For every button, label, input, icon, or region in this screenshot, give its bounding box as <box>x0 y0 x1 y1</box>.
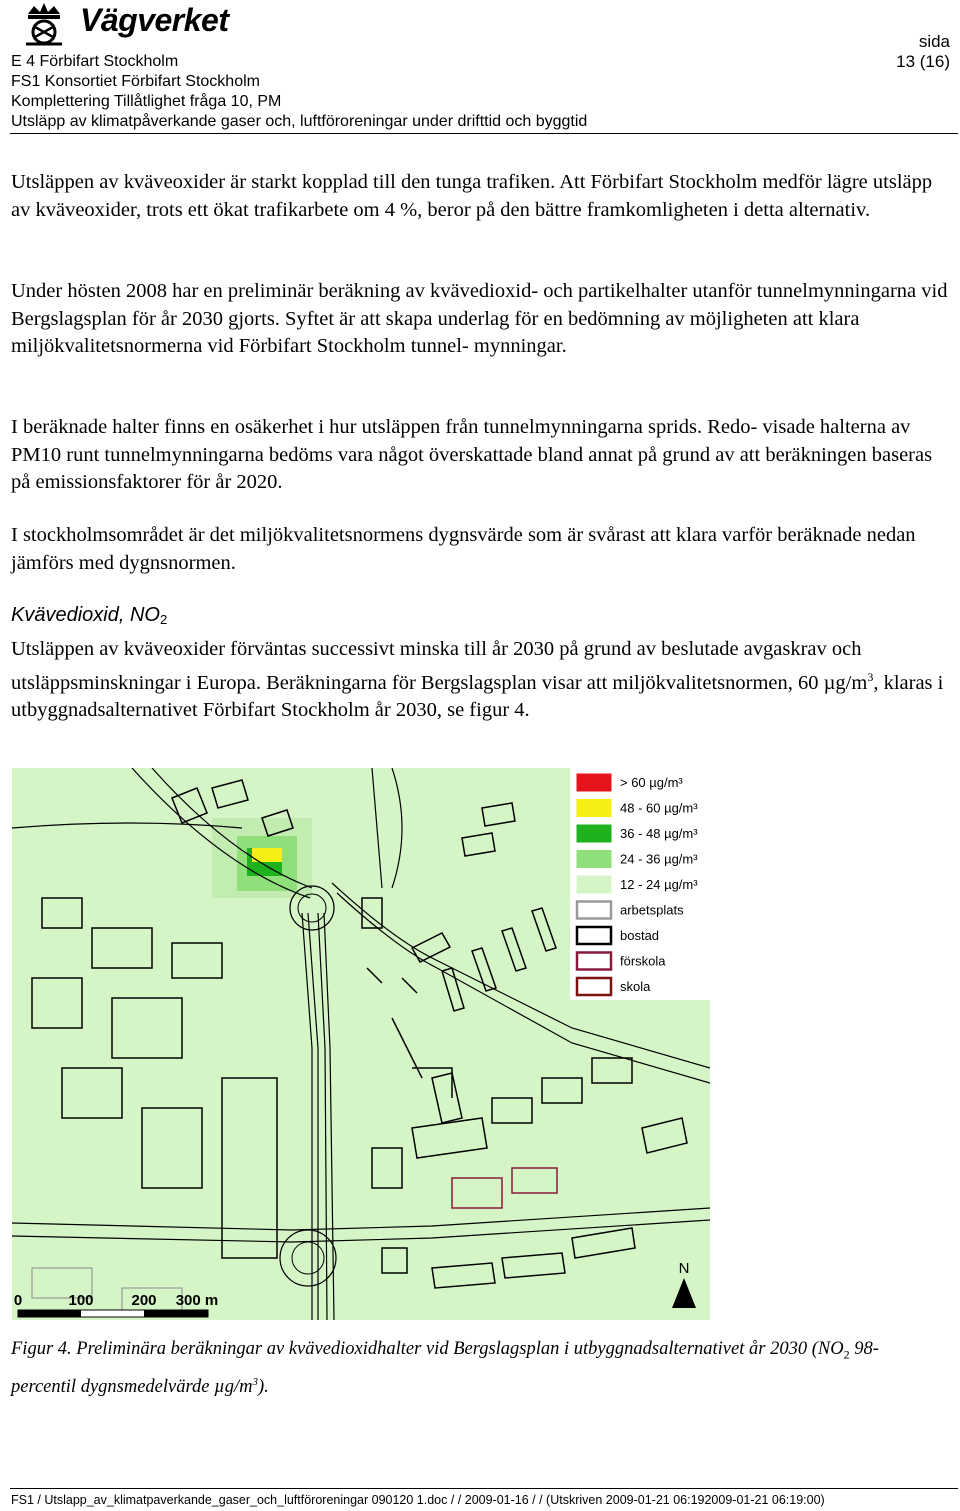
paragraph-1 <box>11 169 951 224</box>
legend-label: 24 - 36 µg/m³ <box>620 851 698 867</box>
legend-swatch <box>577 774 611 791</box>
scale-label-0: 0 <box>13 1292 23 1309</box>
concentration-hotspot <box>212 818 312 898</box>
paragraph-5 <box>11 636 951 724</box>
scale-label-300: 300 m <box>175 1292 219 1309</box>
legend-label: > 60 µg/m³ <box>620 775 683 790</box>
scale-label-100: 100 <box>68 1292 94 1309</box>
legend-label: förskola <box>620 953 666 969</box>
legend-swatch <box>577 825 611 842</box>
footer-divider <box>10 1488 958 1489</box>
header-line-subject: Utsläpp av klimatpåverkande gaser och, luftföroreningar under drifttid och byggtid <box>11 113 588 130</box>
section-heading <box>11 604 167 627</box>
figure-caption <box>11 1336 941 1401</box>
page-header <box>0 0 960 136</box>
paragraph-text: Under hösten 2008 har en preliminär beräkning av kvävedioxid- och partikelhalter utanför tunnelmynningarna vid Bergslagsplan för år 2030 gjorts. Syftet är att skapa underlag för en bedömning av möjligheten att klara miljökvalitetsnormerna vid Förbifart Stockholm tunnel- mynningar. <box>11 280 948 357</box>
legend-label: bostad <box>620 928 660 943</box>
heading-text: Kvävedioxid, NO <box>11 604 160 626</box>
paragraph-text: Utsläppen av kväveoxider är starkt kopplad till den tunga trafiken. Att Förbifart Stockholm medför lägre utsläpp av kväveoxider, trots ett ökat trafikarbete om 4 %, beror på den bättre framkomligheten i detta alternativ. <box>11 171 933 221</box>
legend-label: 36 - 48 µg/m³ <box>620 826 698 841</box>
page-number: 13 (16) <box>896 52 950 71</box>
paragraph-text: I stockholmsområdet är det miljökvalitetsnormens dygnsvärde som är svårast att klara varför beräknade nedan jämförs med dygnsnormen. <box>11 524 916 574</box>
sida-label: sida <box>918 32 950 51</box>
paragraph-2 <box>11 278 951 361</box>
logo-text: Vägverket <box>80 2 229 38</box>
caption-subscript: 2 <box>843 1347 850 1362</box>
header-line-consortium: FS1 Konsortiet Förbifart Stockholm <box>11 73 260 90</box>
header-line-project: E 4 Förbifart Stockholm <box>11 53 179 70</box>
caption-text-cont: 98-percentil dygnsmedelvärde µg/m <box>11 1339 879 1397</box>
vagverket-logo <box>14 0 244 50</box>
scale-label-200: 200 <box>131 1292 157 1309</box>
legend-swatch <box>577 953 611 970</box>
legend-swatch <box>577 851 611 868</box>
legend-swatch <box>577 800 611 817</box>
paragraph-text: I beräknade halter finns en osäkerhet i hur utsläppen från tunnelmynningarna sprids. Redo- visade halterna av PM10 runt tunnelmynningarna bedöms vara något överskattade bland annat på grund av att beräkningen baseras på emissionsfaktorer för år 2020. <box>11 416 933 493</box>
map-legend <box>570 768 710 1000</box>
paragraph-text: Utsläppen av kväveoxider förväntas successivt minska till år 2030 på grund av beslutade avgaskrav och utsläppsminskningar i Europa. Beräkningarna för Bergslagsplan visar att miljökvalitetsnormen, 60 µg/m <box>11 638 868 694</box>
paragraph-3 <box>11 414 951 497</box>
caption-superscript: 3 <box>252 1375 258 1388</box>
paragraph-text-cont: , klaras i utbyggnadsalternativet Förbifart Stockholm år 2030, se figur 4. <box>11 671 944 721</box>
legend-swatch <box>577 902 611 919</box>
legend-label: 48 - 60 µg/m³ <box>620 800 698 816</box>
legend-label: skola <box>620 979 651 994</box>
legend-label: arbetsplats <box>620 902 684 918</box>
paragraph-4 <box>11 522 951 577</box>
crown-emblem-icon <box>14 0 74 50</box>
page-footer: FS1 / Utslapp_av_klimatpaverkande_gaser_och_luftföroreningar 090120 1.doc / / 2009-01-16 / / (Utskriven 2009-01-21 06:192009-01-21 06:19:00) <box>11 1493 825 1507</box>
superscript: 3 <box>867 669 874 684</box>
caption-text-end: ). <box>258 1376 269 1397</box>
legend-label: 12 - 24 µg/m³ <box>620 877 698 892</box>
no2-concentration-map <box>12 768 710 1320</box>
legend-swatch <box>577 876 611 893</box>
legend-swatch <box>577 978 611 995</box>
heading-subscript: 2 <box>159 612 168 627</box>
header-line-document: Komplettering Tillåtlighet fråga 10, PM <box>11 93 282 110</box>
north-label: N <box>678 1260 690 1277</box>
header-divider <box>10 133 958 134</box>
caption-text: Figur 4. Preliminära beräkningar av kvävedioxidhalter vid Bergslagsplan i utbyggnadsalternativet år 2030 (NO <box>11 1339 844 1359</box>
legend-swatch <box>577 927 611 944</box>
